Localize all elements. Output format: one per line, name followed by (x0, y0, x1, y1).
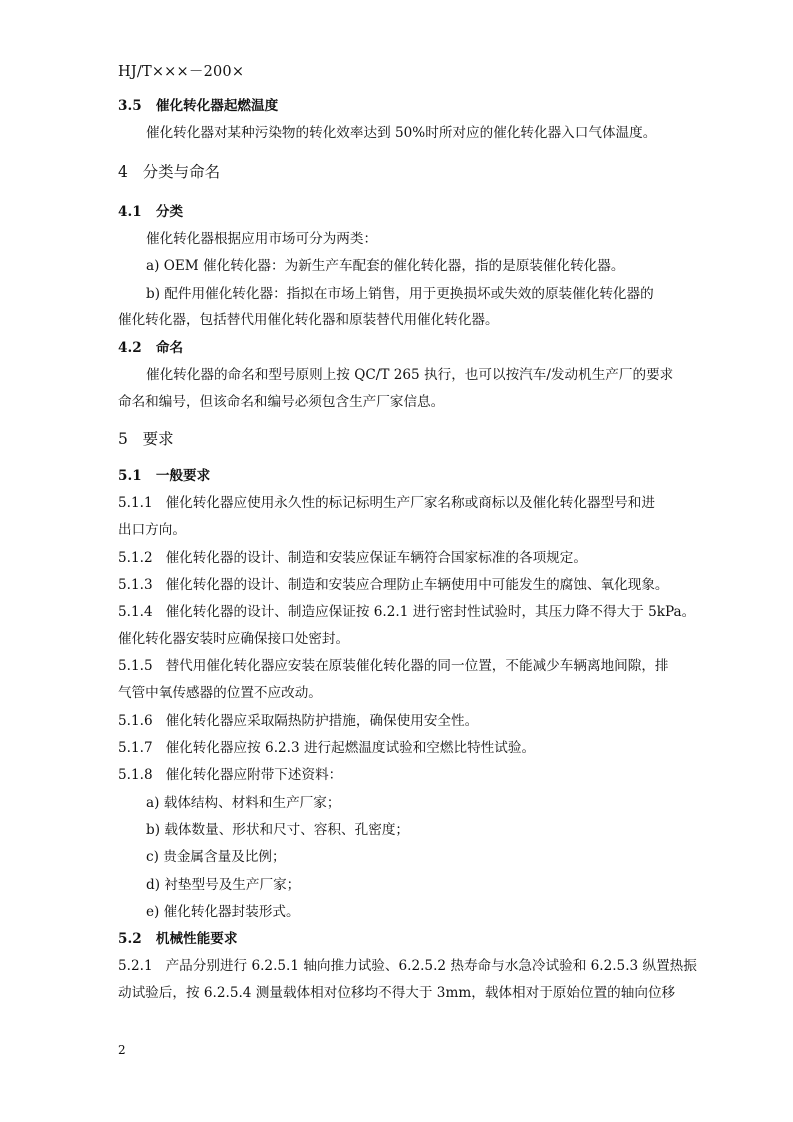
section-title: 要求 (142, 430, 174, 448)
heading-3-5 (118, 94, 278, 114)
clause-number: 5.1.1 (118, 495, 153, 511)
list-item: a) 载体结构、材料和生产厂家； (146, 795, 341, 811)
clause-5-1-7 (118, 736, 535, 756)
clause-5-2-1 (118, 954, 697, 974)
section-number: 4.2 (118, 340, 142, 356)
section-number: 5 (118, 430, 128, 448)
clause-number: 5.1.2 (118, 550, 153, 566)
section-number: 4.1 (118, 204, 142, 220)
list-item: e) 催化转化器封装形式。 (146, 904, 300, 920)
clause-5-1-8 (118, 763, 342, 783)
clause-text: 催化转化器的设计、制造和安装应合理防止车辆使用中可能发生的腐蚀、氧化现象。 (165, 577, 669, 593)
section-title: 催化转化器起燃温度 (155, 98, 279, 114)
clause-5-1-5 (118, 654, 669, 674)
paragraph-4-1-intro: 催化转化器根据应用市场可分为两类： (146, 231, 378, 247)
clause-number: 5.1.4 (118, 604, 153, 620)
clause-text: 产品分别进行 6.2.5.1 轴向推力试验、6.2.5.2 热寿命与水急冷试验和 6.2.5.3 纵置热振 (165, 958, 697, 974)
list-item-4-1-a: a) OEM 催化转化器：为新生产车配套的催化转化器，指的是原装催化转化器。 (146, 258, 625, 274)
section-title: 命名 (155, 340, 184, 356)
section-title: 分类与命名 (142, 163, 221, 181)
list-item: c) 贵金属含量及比例； (146, 849, 286, 865)
section-title: 机械性能要求 (155, 931, 238, 947)
clause-text: 替代用催化转化器应安装在原装催化转化器的同一位置，不能减少车辆离地间隙，排 (165, 658, 669, 674)
clause-5-1-1 (118, 491, 655, 511)
section-number: 4 (118, 163, 128, 181)
heading-4-2 (118, 336, 183, 356)
clause-text: 催化转化器应按 6.2.3 进行起燃温度试验和空燃比特性试验。 (165, 740, 536, 756)
clause-number: 5.1.7 (118, 740, 153, 756)
clause-5-1-3 (118, 573, 669, 593)
list-item-4-1-b: b) 配件用催化转化器：指拟在市场上销售，用于更换损坏或失效的原装催化转化器的 (146, 286, 654, 302)
list-item: d) 衬垫型号及生产厂家； (146, 877, 301, 893)
clause-text: 催化转化器应使用永久性的标记标明生产厂家名称或商标以及催化转化器型号和进 (165, 495, 655, 511)
heading-4-1 (118, 200, 183, 220)
clause-text: 催化转化器的设计、制造应保证按 6.2.1 进行密封性试验时，其压力降不得大于 5kPa。 (165, 604, 696, 620)
paragraph-4-2-cont: 命名和编号，但该命名和编号必须包含生产厂家信息。 (118, 394, 445, 410)
section-title: 一般要求 (155, 468, 211, 484)
heading-5-1 (118, 464, 210, 484)
section-number: 3.5 (118, 98, 142, 114)
page-number: 2 (118, 1043, 126, 1057)
document-header: HJ/T×××－200× (118, 64, 245, 80)
list-item: b) 载体数量、形状和尺寸、容积、孔密度； (146, 822, 410, 838)
section-number: 5.2 (118, 931, 142, 947)
clause-number: 5.2.1 (118, 958, 153, 974)
heading-5 (118, 427, 174, 449)
clause-5-1-5-cont: 气管中氧传感器的位置不应改动。 (118, 685, 322, 701)
clause-5-1-2 (118, 546, 587, 566)
clause-5-1-1-cont: 出口方向。 (118, 522, 186, 538)
paragraph-3-5: 催化转化器对某种污染物的转化效率达到 50%时所对应的催化转化器入口气体温度。 (146, 125, 657, 141)
clause-number: 5.1.5 (118, 658, 153, 674)
paragraph-4-2: 催化转化器的命名和型号原则上按 QC/T 265 执行，也可以按汽车/发动机生产厂的要求 (146, 367, 674, 383)
clause-5-1-6 (118, 709, 478, 729)
clause-number: 5.1.3 (118, 577, 153, 593)
section-number: 5.1 (118, 468, 142, 484)
clause-text: 催化转化器应采取隔热防护措施，确保使用安全性。 (165, 713, 479, 729)
heading-5-2 (118, 927, 237, 947)
clause-number: 5.1.8 (118, 767, 153, 783)
clause-5-1-4-cont: 催化转化器安装时应确保接口处密封。 (118, 631, 350, 647)
clause-5-1-4 (118, 600, 695, 620)
clause-number: 5.1.6 (118, 713, 153, 729)
section-title: 分类 (155, 204, 184, 220)
list-item-4-1-b-cont: 催化转化器，包括替代用催化转化器和原装替代用催化转化器。 (118, 312, 499, 328)
clause-text: 催化转化器应附带下述资料： (165, 767, 343, 783)
heading-4 (118, 160, 220, 182)
clause-5-2-1-cont: 动试验后，按 6.2.5.4 测量载体相对位移均不得大于 3mm，载体相对于原始位置的轴向位移 (118, 985, 676, 1001)
clause-text: 催化转化器的设计、制造和安装应保证车辆符合国家标准的各项规定。 (165, 550, 587, 566)
